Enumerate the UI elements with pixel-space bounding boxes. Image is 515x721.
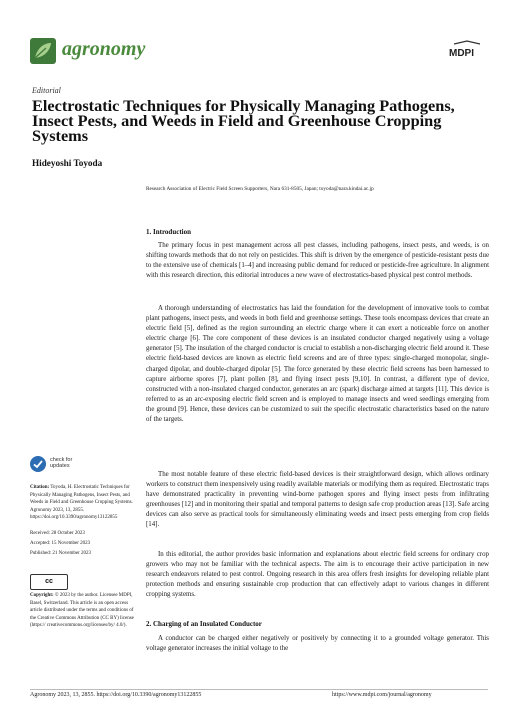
paragraph-3: The most notable feature of these electric field-based devices is their straightforward design, which allows ordinary workers to construct them inexpensively using readily available materials or modifying them as required. Electrostatic traps have demonstrated practicality in preventing wind-borne pathogen spores and flying insect pests from infiltrating greenhouses [12] and in monitoring their spatial and temporal patterns to design safe crop production areas [13]. Safe arcing devices can also serve as practical tools for simultaneously eliminating weeds and insect pests emerging from crop fields [14]. bbox=[146, 471, 489, 529]
author-affiliation: Research Association of Electric Field Screen Supporters, Nara 631-8505, Japan; toyoda@nara.kindai.ac.jp bbox=[146, 186, 374, 192]
paragraph-1: The primary focus in pest management across all pest classes, including pathogens, insect pests, and weeds, is on shifting towards methods that do not rely on pesticides. This shift is driven by the emergence of pesticide-resistant pests due to the extensive use of chemicals [1–4] and increasing public demand for reduced or pesticide-free agriculture. In alignment with this research direction, this editorial introduces a new wave of electrostatics-based physical pest control methods. bbox=[146, 242, 489, 280]
check-updates-link[interactable]: check for updates bbox=[50, 457, 73, 469]
citation-block bbox=[30, 484, 134, 522]
article-title: Electrostatic Techniques for Physically Managing Pathogens, Insect Pests, and Weeds in Field and Greenhouse Cropping Systems bbox=[32, 96, 455, 145]
copyright-label: Copyright: bbox=[30, 593, 54, 598]
footer-journal-url[interactable]: https://www.mdpi.com/journal/agronomy bbox=[332, 692, 432, 698]
copyright-text: © 2023 by the author. Licensee MDPI, Basel, Switzerland. This article is an open access article distributed under the terms and conditions of the Creative Commons Attribution (CC BY) license (https:// creativecommons.org/licenses/by/ 4.0/). bbox=[30, 593, 134, 629]
section-charging-heading: 2. Charging of an Insulated Conductor bbox=[146, 620, 262, 628]
received-date: Received: 28 October 2023 bbox=[30, 531, 85, 536]
paragraph-5: A conductor can be charged either negatively or positively by connecting it to a grounded voltage generator. This voltage generator increases the initial voltage to the bbox=[146, 635, 489, 653]
section-introduction-heading: 1. Introduction bbox=[146, 228, 191, 236]
copyright-block bbox=[30, 592, 134, 630]
agronomy-logo-icon bbox=[30, 38, 56, 64]
published-date: Published: 21 November 2023 bbox=[30, 551, 91, 556]
footer-citation[interactable]: Agronomy 2023, 13, 2855. https://doi.org/10.3390/agronomy13122855 bbox=[30, 692, 202, 698]
paragraph-2: A thorough understanding of electrostatics has laid the foundation for the development of innovative tools to combat plant pathogens, insect pests, and weeds in both field and greenhouse settings. These tools encompass devices that create an electric field [5], defined as the region surrounding an electric charge where it can exert a noticeable force on another electric charge [6]. The core component of these devices is an insulated conductor charged negatively using a voltage generator [5]. The insulation of the charged conductor is crucial to establish a non-discharging electric field around it. These electric field-based devices are known as electric field screens and are of three types: single-charged monopolar, single-charged dipolar, and double-charged dipolar [5]. The force generated by these electric field screens has been harnessed to capture airborne spores [7], plant pollen [8], and flying insect pests [9,10]. In contrast, a different type of device, constructed with a non-insulated charged conductor, generates an arc (spark) discharge aimed at targets [11]. This device is referred to as an arc-exposing electric field screen and is employed to manage insects and weed seedlings emerging from the ground [9]. Hence, these devices can be customized to suit the specific electrostatic characteristics based on the nature of the targets. bbox=[146, 305, 489, 424]
author-name: Hideyoshi Toyoda bbox=[32, 158, 103, 168]
footer-divider bbox=[30, 689, 488, 690]
citation-label: Citation: bbox=[30, 485, 50, 490]
journal-name[interactable]: agronomy bbox=[62, 38, 146, 60]
article-type: Editorial bbox=[32, 86, 61, 95]
citation-text: Toyoda, H. Electrostatic Techniques for Physically Managing Pathogens, Insect Pests, and Weeds in Field and Greenhouse Cropping Systems. Agronomy 2023, 13, 2855. https://doi.org/10.3390/agronomy13122855 bbox=[30, 485, 133, 521]
publisher-name[interactable]: MDPI bbox=[449, 48, 474, 59]
paragraph-4: In this editorial, the author provides basic information and explanations about electric field screens for ordinary crop growers who may not be familiar with the technical aspects. The aim is to encourage their active participation in new research endeavors related to pest control. Ongoing research in this area offers fresh insights for developing reliable plant protection methods and ensuring sustainable crop production that can effectively adapt to various changes in different cropping systems. bbox=[146, 551, 489, 599]
cc-license-icon[interactable]: cc bbox=[30, 574, 68, 590]
check-updates-icon[interactable] bbox=[30, 456, 46, 472]
accepted-date: Accepted: 15 November 2023 bbox=[30, 541, 91, 546]
